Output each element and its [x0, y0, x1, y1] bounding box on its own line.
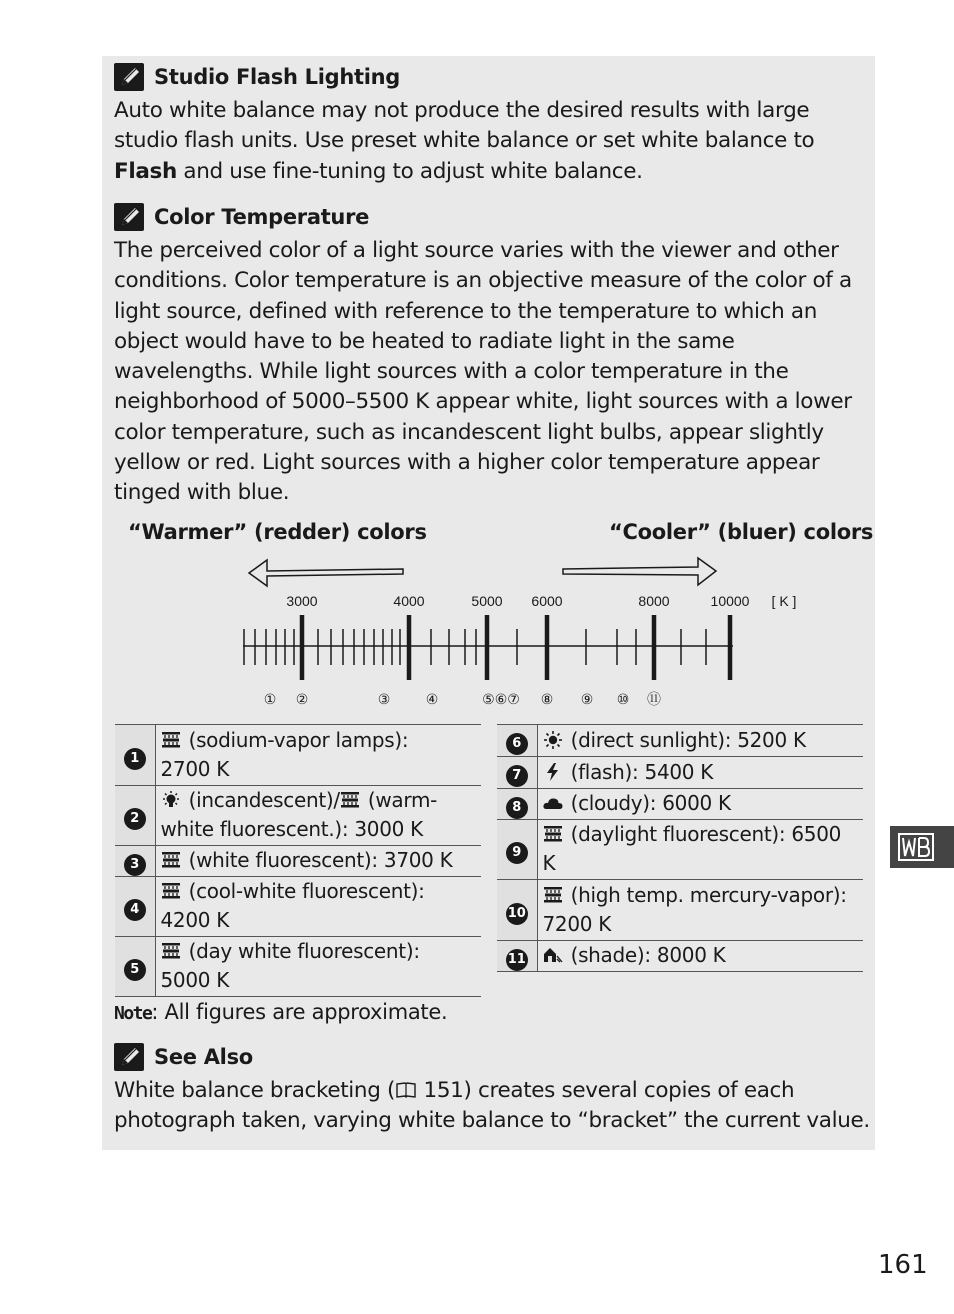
row-number-badge: 7: [506, 765, 528, 787]
tick-label-6000: 6000: [531, 593, 563, 609]
ref-number: ⑤⑥⑦: [482, 692, 520, 708]
table-row: 9 (daylight fluorescent): 6500 K: [497, 820, 863, 880]
ref-number: ⑧: [540, 692, 554, 708]
studio-flash-body: Auto white balance may not produce the desired results with large studio flash units. Use preset white balance or set white balance to Flash and use fine-tuning to adjust white balance.: [114, 98, 815, 184]
incandescent-icon: [161, 791, 181, 809]
table-row: 7 (flash): 5400 K: [497, 757, 863, 789]
see-also-title: See Also: [154, 1045, 253, 1069]
tick-label-10000: 10000: [710, 593, 750, 609]
color-temperature-body: The perceived color of a light source varies with the viewer and other conditions. Color temperature is an objective measure of the color of a light source, defined with reference to the temperature to which an object would have to be heated to radiate light in the same wavelengths. While light sources with a color temperature in the neighborhood of 5000–5500 K appear white, light sources with a lower color temperature, such as incandescent light bulbs, appear slightly yellow or red. Light sources with a higher color temperature appear tinged with blue.: [114, 238, 852, 506]
row-number-badge: 9: [506, 842, 528, 864]
pencil-icon: [114, 1043, 144, 1071]
row-number-badge: 4: [124, 899, 146, 921]
table-row: 4 (cool-white fluorescent): 4200 K: [115, 877, 481, 937]
tick-label-3000: 3000: [286, 593, 318, 609]
book-icon: [395, 1081, 417, 1099]
shade-icon: [543, 946, 563, 964]
table-row: 5 (day white fluorescent): 5000 K: [115, 937, 481, 997]
sun-icon: [543, 731, 563, 749]
fluorescent-icon: [543, 825, 563, 843]
chapter-tab-wb[interactable]: [890, 826, 954, 868]
warmer-arrow: [249, 560, 403, 586]
ref-number: ⑪: [647, 692, 661, 708]
ref-number: ②: [295, 692, 309, 708]
table-row: 8 (cloudy): 6000 K: [497, 789, 863, 820]
approximation-note: Note: All figures are approximate.: [114, 1000, 448, 1024]
table-row: 10 (high temp. mercury-vapor): 7200 K: [497, 880, 863, 941]
unit-label: [ K ]: [771, 593, 797, 609]
cloud-icon: [543, 794, 563, 812]
fluorescent-icon: [543, 886, 563, 904]
row-number-badge: 6: [506, 733, 528, 755]
fluorescent-icon: [161, 942, 181, 960]
page-number: 161: [878, 1250, 928, 1280]
tick-label-8000: 8000: [638, 593, 670, 609]
fluorescent-icon: [161, 851, 181, 869]
ref-number: ③: [377, 692, 391, 708]
studio-flash-title: Studio Flash Lighting: [154, 65, 401, 89]
row-number-badge: 3: [124, 854, 146, 876]
wb-icon: [890, 826, 954, 868]
see-also-heading: [114, 1042, 253, 1072]
row-number-badge: 2: [124, 808, 146, 830]
sodium-vapor-icon: [161, 731, 181, 749]
table-row: 11 (shade): 8000 K: [497, 941, 863, 972]
fluorescent-icon: [340, 791, 360, 809]
table-row: 2 (incandescent)/ (warm- white fluorescent.): 3000 K: [115, 786, 481, 846]
ref-number: ⑩: [616, 692, 630, 708]
tick-label-4000: 4000: [393, 593, 425, 609]
ref-number: ⑨: [580, 692, 594, 708]
table-row: 6 (direct sunlight): 5200 K: [497, 725, 863, 757]
tick-label-5000: 5000: [471, 593, 503, 609]
row-number-badge: 11: [506, 949, 528, 971]
cooler-label: “Cooler” (bluer) colors: [609, 520, 874, 544]
table-row: 1 (sodium-vapor lamps): 2700 K: [115, 725, 481, 786]
color-temperature-title: Color Temperature: [154, 205, 370, 229]
warmer-label: “Warmer” (redder) colors: [128, 520, 427, 544]
color-temp-table-left: [115, 724, 481, 997]
ref-number: ④: [425, 692, 439, 708]
flash-icon: [543, 763, 563, 781]
minor-ticks: [244, 629, 706, 665]
table-row: 3 (white fluorescent): 3700 K: [115, 846, 481, 877]
major-ticks: [302, 615, 730, 680]
row-number-badge: 10: [506, 903, 528, 925]
ref-number: ①: [263, 692, 277, 708]
row-number-badge: 1: [124, 748, 146, 770]
row-number-badge: 5: [124, 959, 146, 981]
row-number-badge: 8: [506, 797, 528, 819]
color-temp-table-right: [497, 724, 863, 972]
see-also-body: White balance bracketing ( 151) creates several copies of each photograph taken, varying white balance to “bracket” the current value.: [114, 1078, 870, 1134]
fluorescent-icon: [161, 882, 181, 900]
cooler-arrow: [563, 558, 716, 585]
